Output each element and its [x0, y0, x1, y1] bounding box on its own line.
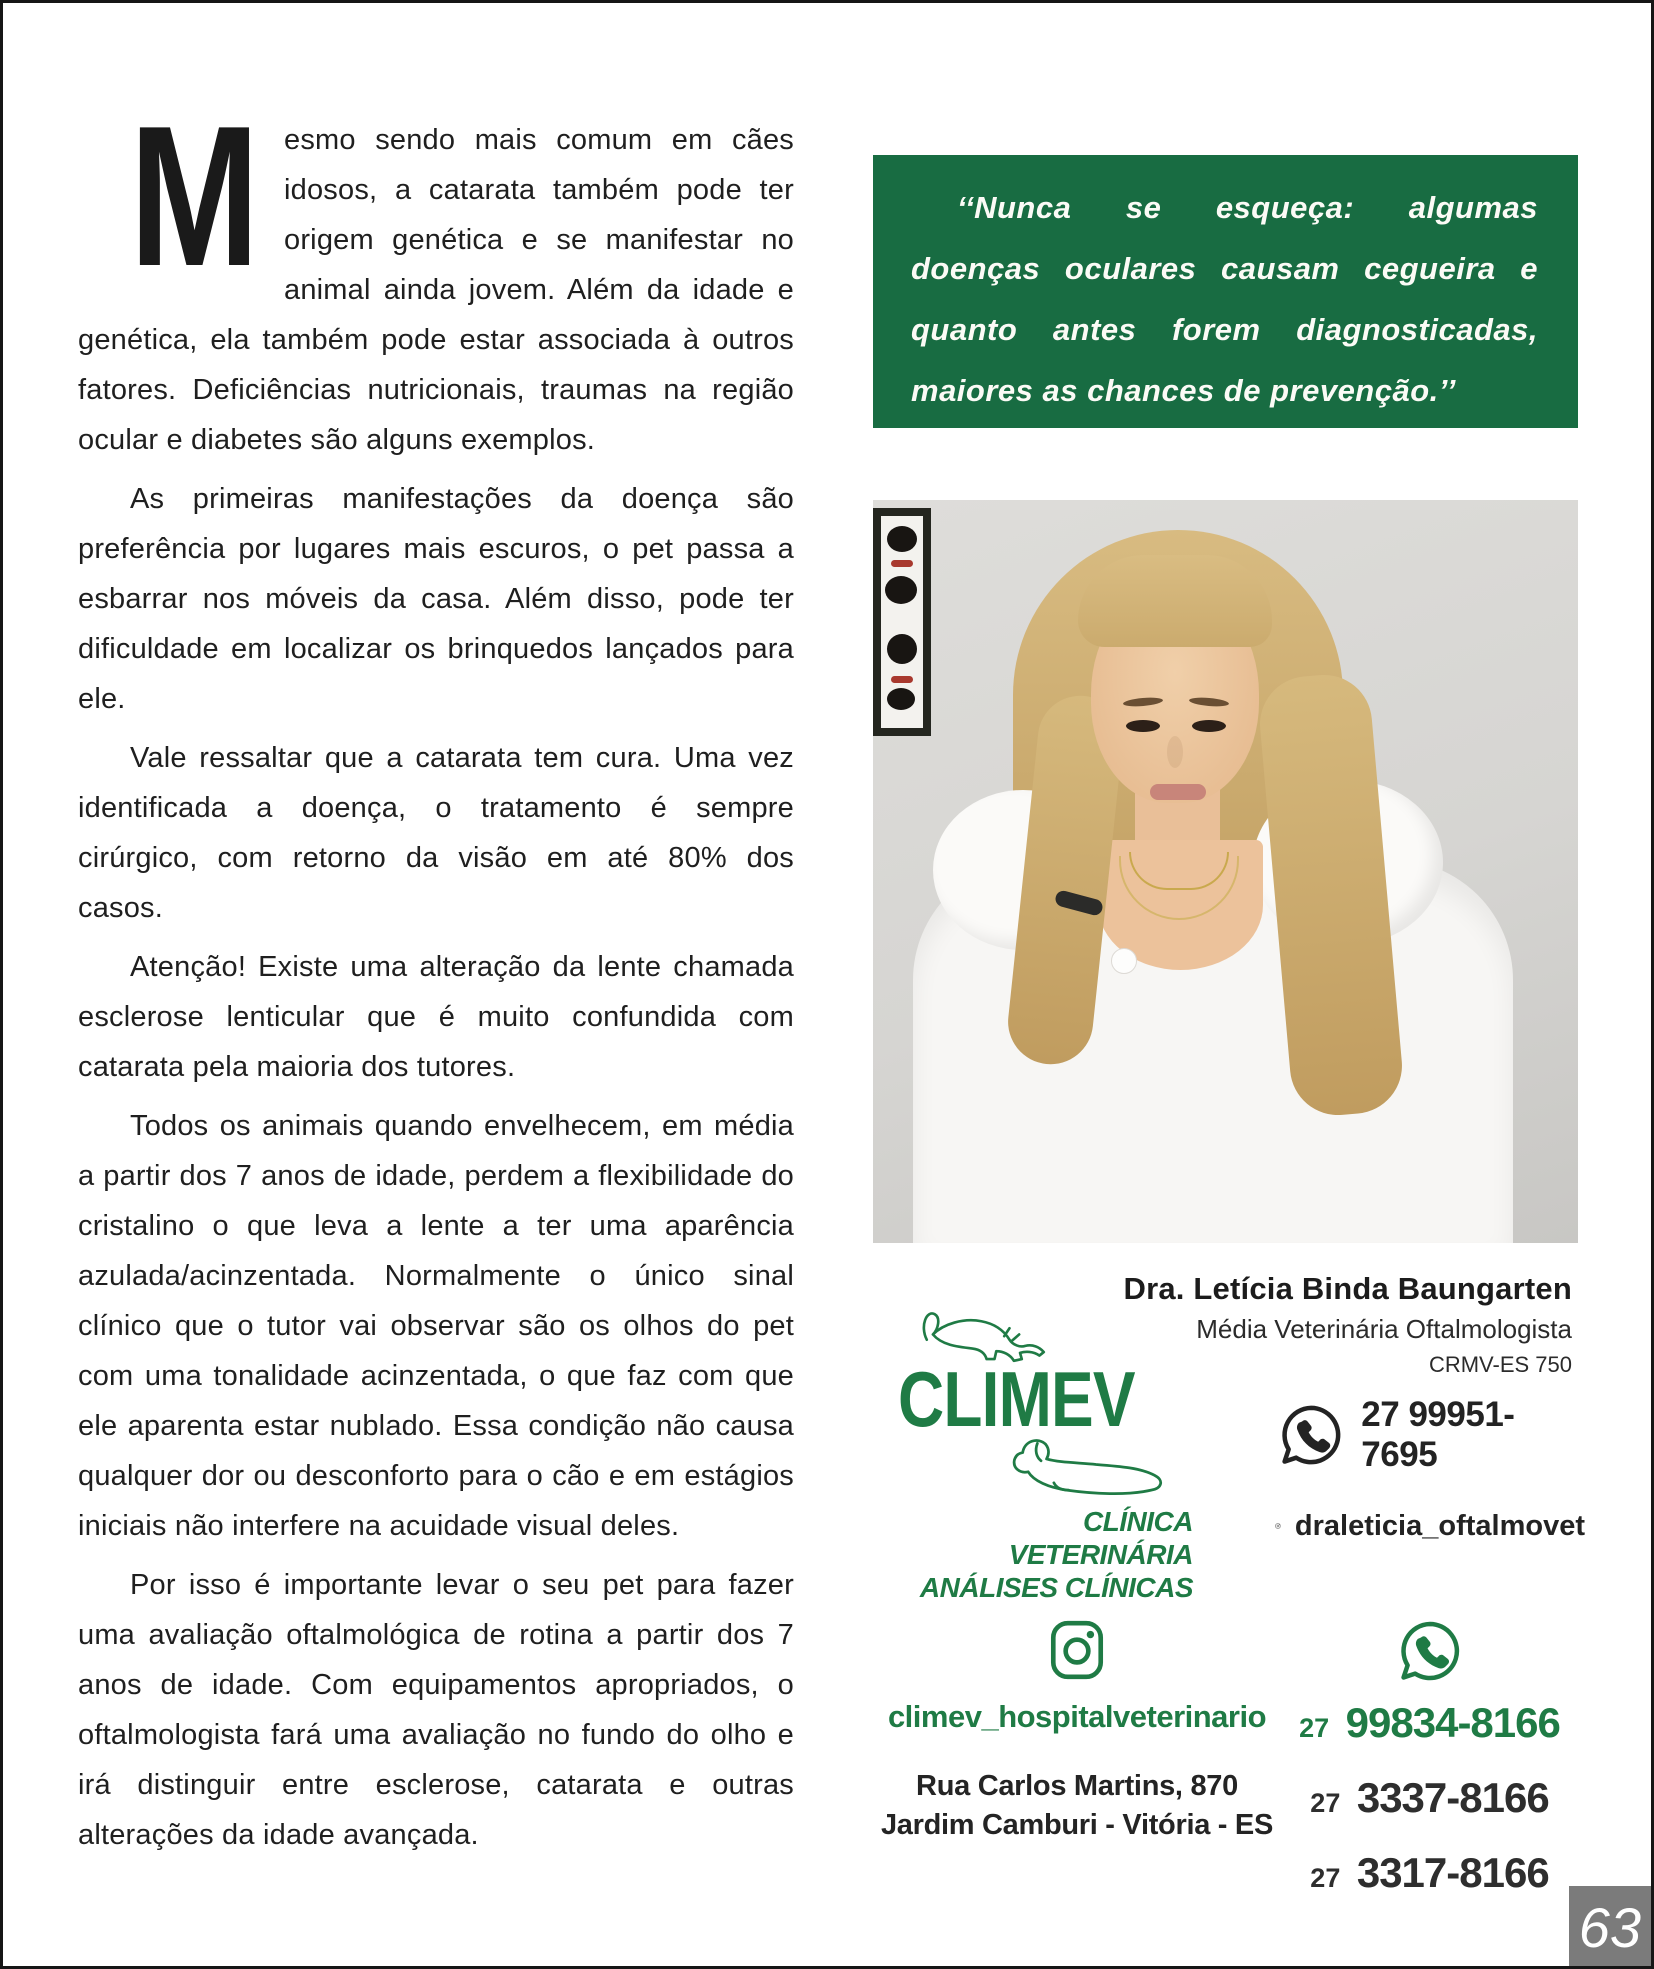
doctor-whatsapp-row — [1275, 1395, 1585, 1475]
quote-text: ‘‘Nunca se esqueça: algumas doenças oculares causam cegueira e quanto antes forem diagnosticadas, maiores as chances de prevenção.’’ — [911, 190, 1538, 408]
quote-box — [873, 155, 1578, 428]
doctor-instagram-row — [1275, 1491, 1585, 1561]
doctor-instagram-handle: draleticia_oftalmovet — [1294, 1509, 1585, 1542]
eye-right — [1192, 720, 1226, 732]
clinic-contacts — [873, 1615, 1578, 1897]
doctor-photo — [873, 500, 1578, 1243]
drop-cap-letter: M — [129, 119, 260, 267]
wall-picture-frame — [873, 508, 931, 736]
paragraph: As primeiras manifestações da doença são preferência por lugares mais escuros, o pet passa a esbarrar nos móveis da casa. Além disso, pode ter dificuldade em localizar os brinquedos lançados para ele. — [78, 483, 794, 715]
clinic-phones-block — [1281, 1615, 1578, 1897]
doctor-registration: CRMV-ES 750 — [1428, 1352, 1572, 1377]
clinic-instagram-handle: climev_hospitalveterinario — [887, 1699, 1267, 1734]
paragraph-text: esmo sendo mais comum em cães idosos, a catarata também pode ter origem genética e se manifestar no animal ainda jovem. Além da idade e genética, ela também pode estar associada à outros fatores. Deficiências nutricionais, traumas na região ocular e diabetes são alguns exemplos. — [78, 124, 794, 456]
paragraph — [78, 115, 794, 465]
paragraph: Vale ressaltar que a catarata tem cura. Uma vez identificada a doença, o tratamento é sempre cirúrgico, com retorno da visão em até 80% dos casos. — [78, 742, 794, 924]
page-number-badge — [1569, 1886, 1651, 1966]
clinic-whatsapp-number: 27 99834-8166 — [1299, 1699, 1560, 1746]
paragraph: Todos os animais quando envelhecem, em média a partir dos 7 anos de idade, perdem a flexibilidade do cristalino o que leva a lente a ter uma aparência azulada/acinzentada. Normalmente o único sinal clínico que o tutor vai observar são os olhos do pet com uma tonalidade acinzentada, o que faz com que ele aparenta estar nublado. Essa condição não causa qualquer dor ou desconforto para o cão e em estágios iniciais não interfere na acuidade visual deles. — [78, 1110, 794, 1542]
address-line1: Rua Carlos Martins, 870 — [916, 1770, 1238, 1802]
person-hair-fringe — [1078, 555, 1272, 647]
page-number: 63 — [1578, 1896, 1641, 1959]
instagram-icon — [1044, 1615, 1110, 1685]
clinic-address — [881, 1767, 1273, 1845]
whatsapp-icon — [1394, 1615, 1466, 1687]
climev-logo — [898, 1301, 1193, 1604]
doctor-whatsapp-number: 27 99951-7695 — [1361, 1395, 1515, 1474]
whatsapp-icon — [1275, 1398, 1347, 1472]
doctor-title: Média Veterinária Oftalmologista — [1196, 1314, 1572, 1344]
paragraph: Atenção! Existe uma alteração da lente chamada esclerose lenticular que é muito confundida com catarata pela maioria dos tutores. — [78, 951, 794, 1083]
clinic-phone-2: 27 3317-8166 — [1310, 1849, 1549, 1896]
tagline-line2: ANÁLISES CLÍNICAS — [919, 1572, 1193, 1603]
clinic-phone-1: 27 3337-8166 — [1310, 1774, 1549, 1821]
drop-cap-letter-svg — [78, 119, 278, 267]
nose — [1167, 736, 1183, 768]
clinic-instagram-block — [873, 1615, 1281, 1897]
instagram-icon — [1275, 1491, 1281, 1561]
article-text-column — [78, 115, 794, 1860]
address-line2: Jardim Camburi - Vitória - ES — [880, 1809, 1274, 1841]
tagline-line1: CLÍNICA VETERINÁRIA — [1008, 1506, 1193, 1570]
climev-wordmark: CLIMEV — [898, 1355, 1135, 1443]
doctor-name: Dra. Letícia Binda Baungarten — [1123, 1271, 1572, 1306]
paragraph: Por isso é importante levar o seu pet para fazer uma avaliação oftalmológica de rotina a partir dos 7 anos de idade. Com equipamentos apropriados, o oftalmologista fará uma avaliação no fundo do olho e irá distinguir entre esclerose, catarata e outras alterações da idade avançada. — [78, 1569, 794, 1851]
clinic-taglines — [898, 1505, 1193, 1604]
eye-left — [1126, 720, 1160, 732]
doctor-contacts — [1275, 1395, 1585, 1561]
lips — [1150, 784, 1206, 800]
blouse-button — [1111, 948, 1137, 974]
drop-cap — [78, 119, 278, 267]
